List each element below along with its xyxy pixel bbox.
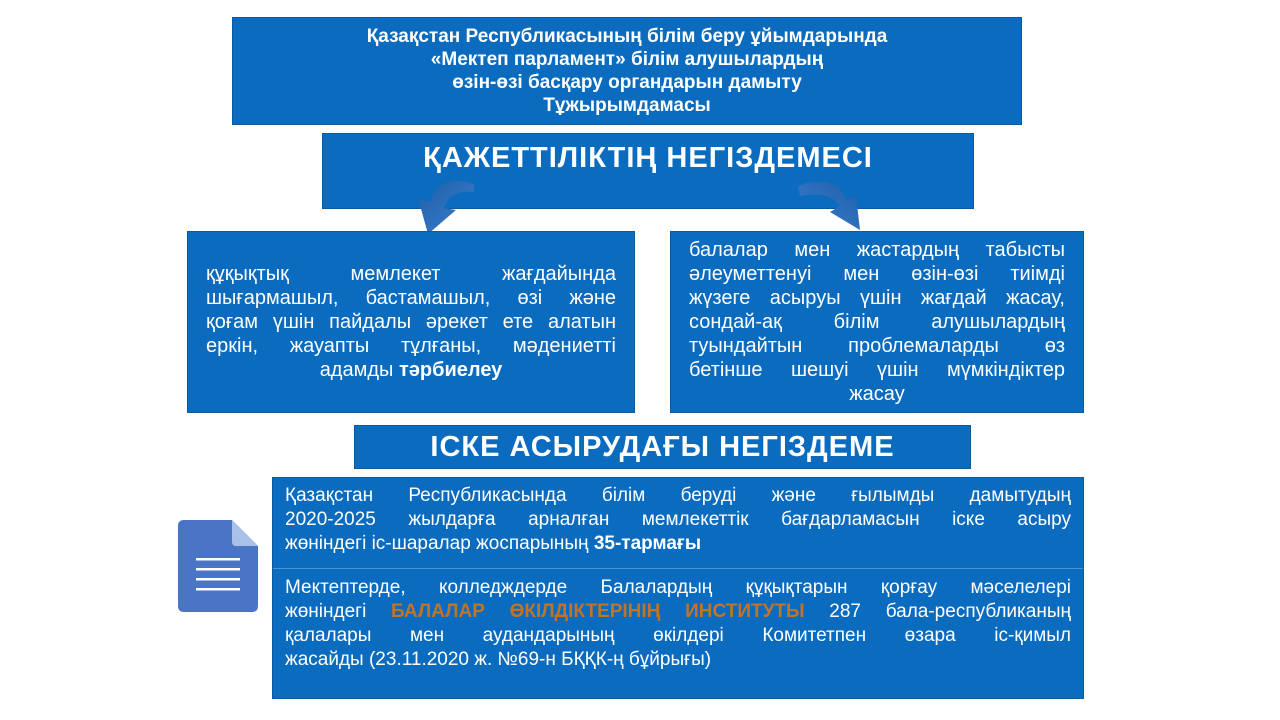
paragraph-divider <box>273 568 1083 569</box>
representatives-line-2 <box>285 600 1071 624</box>
upbringing-line-5-text: адамды <box>319 359 399 381</box>
representatives-line-2-prefix: жөніндегі <box>285 601 391 622</box>
necessity-heading-text: ҚАЖЕТТІЛІКТІҢ НЕГІЗДЕМЕСІ <box>423 142 873 174</box>
upbringing-box <box>187 231 635 413</box>
implementation-heading-text: ІСКЕ АСЫРУДАҒЫ НЕГІЗДЕМЕ <box>430 430 895 463</box>
conditions-line-7: жасау <box>849 383 905 405</box>
upbringing-bold-word: тәрбиелеу <box>398 359 503 381</box>
representatives-line-4: жасайды (23.11.2020 ж. №69-н БҚҚК-ң бұйрығы) <box>285 649 712 670</box>
program-line-1: Қазақстан Республикасында білім беруді және ғылымды дамытудың <box>285 485 1071 506</box>
title-line-2: «Мектеп парламент» білім алушылардың <box>430 49 824 70</box>
curved-arrow-down-right-icon <box>796 176 866 232</box>
upbringing-line-3: қоғам үшін пайдалы әрекет ете алатын <box>206 311 616 333</box>
conditions-line-1: балалар мен жастардың табысты <box>689 239 1065 261</box>
children-representatives-paragraph <box>285 576 1071 672</box>
implementation-box <box>272 477 1084 699</box>
conditions-line-6: бетінше шешуі үшін мүмкіндіктер <box>689 359 1065 381</box>
document-icon <box>178 520 258 612</box>
representatives-line-3: қалалары мен аудандарының өкілдері Комитетпен өзара іс-қимыл <box>285 625 1071 646</box>
state-program-paragraph <box>285 484 1071 556</box>
concept-title <box>232 17 1022 125</box>
conditions-box <box>670 231 1084 413</box>
conditions-line-3: жүзеге асыруы үшін жағдай жасау, <box>689 287 1065 309</box>
representatives-line-2-suffix: 287 бала-республиканың <box>804 601 1071 622</box>
program-line-2: 2020-2025 жылдарға арналған мемлекеттік бағдарламасын іске асыру <box>285 509 1071 530</box>
upbringing-line-2: шығармашыл, бастамашыл, өзі және <box>206 287 616 309</box>
upbringing-line-1: құқықтық мемлекет жағдайында <box>206 263 616 285</box>
implementation-heading <box>354 425 971 469</box>
conditions-line-2: әлеуметтенуі мен өзін-өзі тиімді <box>689 263 1065 285</box>
upbringing-line-4: еркін, жауапты тұлғаны, мәдениетті <box>206 335 616 357</box>
title-line-1: Қазақстан Республикасының білім беру ұйымдарында <box>366 26 888 47</box>
program-line-3 <box>285 532 1071 556</box>
program-item-number: 35-тармағы <box>593 533 702 554</box>
conditions-line-4: сондай-ақ білім алушылардың <box>689 311 1065 333</box>
title-line-4: Тұжырымдамасы <box>543 95 711 116</box>
institute-highlight: БАЛАЛАР ӨКІЛДІКТЕРІНІҢ ИНСТИТУТЫ <box>390 601 805 622</box>
upbringing-line-5 <box>206 358 616 382</box>
conditions-line-5: туындайтын проблемаларды өз <box>689 335 1065 357</box>
program-line-3-text: жөніндегі іс-шаралар жоспарының <box>285 533 594 554</box>
title-line-3: өзін-өзі басқару органдарын дамыту <box>452 72 802 93</box>
representatives-line-1: Мектептерде, колледждерде Балалардың құқықтарын қорғау мәселелері <box>285 577 1071 598</box>
curved-arrow-down-left-icon <box>408 176 476 238</box>
